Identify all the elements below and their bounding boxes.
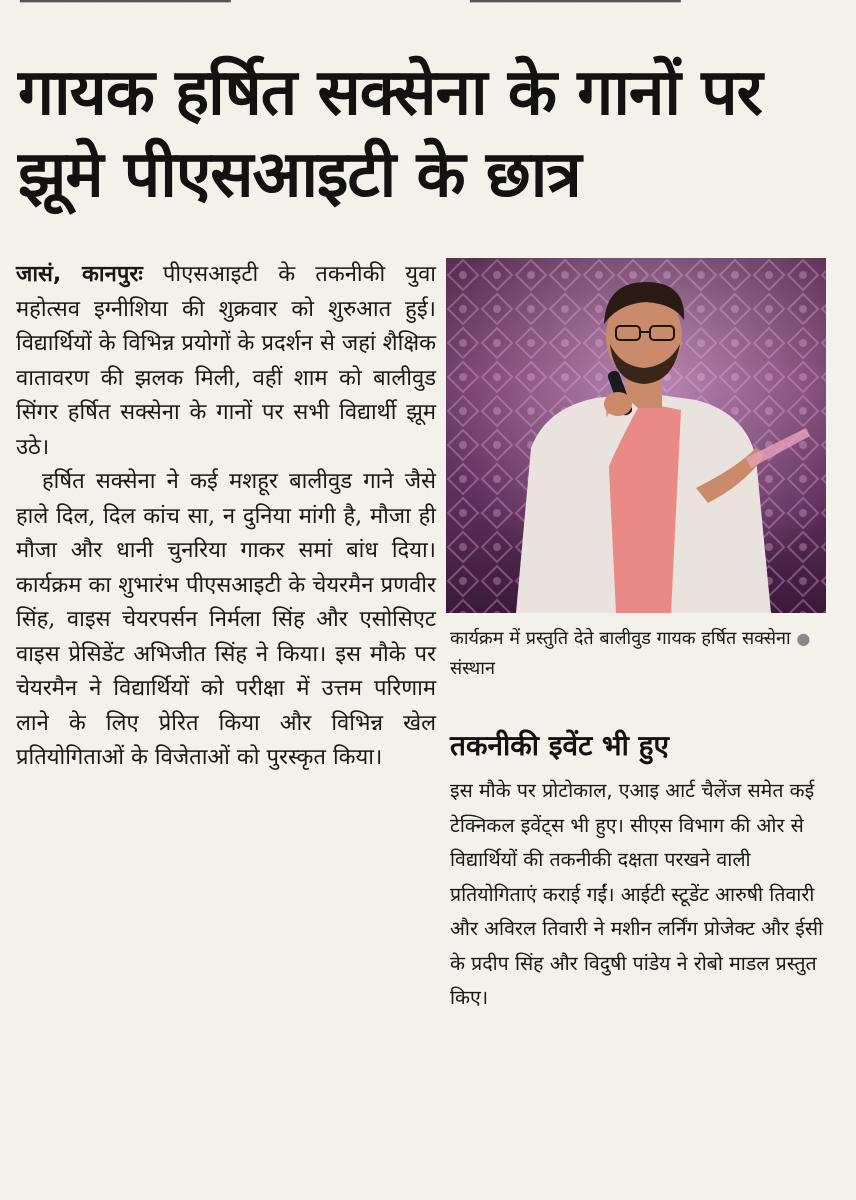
intro-text: पीएसआइटी के तकनीकी युवा महोत्सव इग्नीशिया की शुक्रवार को शुरुआत हुई। विद्यार्थियों के विभिन्न प्रयोगों के प्रदर्शन से जहां शैक्षिक वातावरण की झलक मिली, वहीं शाम को बालीवुड सिंगर हर्षित सक्सेना के गानों पर सभी विद्यार्थी झूम उठे।: [16, 262, 437, 460]
photo-credit: संस्थान: [450, 658, 495, 679]
caption-text: कार्यक्रम में प्रस्तुति देते बालीवुड गायक हर्षित सक्सेना: [450, 628, 791, 649]
previous-article-edge: [0, 0, 856, 12]
right-column: [450, 774, 830, 1016]
headline: गायक हर्षित सक्सेना के गानों पर झूमे पीएसआइटी के छात्र: [18, 56, 762, 212]
subheading: तकनीकी इवेंट भी हुए: [450, 729, 669, 762]
bullet-icon: ●: [796, 629, 811, 648]
clipped-text-decoration: ━━━━━━━━━━━━━━━━━━━━━━━━━: [20, 0, 231, 10]
singer-photo: [446, 258, 826, 613]
paragraph-tech-events: इस मौके पर प्रोटोकाल, एआइ आर्ट चैलेंज समेत कई टेक्निकल इवेंट्स भी हुए। सीएस विभाग की ओर से विद्यार्थियों की तकनीकी दक्षता परखने वाली प्रतियोगिताएं कराई गईं। आईटी स्टूडेंट आरुषी तिवारी और अविरल तिवारी ने मशीन लर्निंग प्रोजेक्ट और ईसी के प्रदीप सिंह और विदुषी पांडेय ने रोबो माडल प्रस्तुत किए।: [450, 779, 824, 1009]
photo-caption: [450, 624, 830, 684]
paragraph-intro: [16, 258, 436, 465]
dateline: जासं, कानपुरः: [16, 262, 143, 287]
singer-illustration: [446, 258, 826, 613]
clipped-text-decoration-right: ━━━━━━━━━━━━━━━━━━━━━━━━━: [470, 0, 681, 10]
left-column: [16, 258, 436, 776]
paragraph-concert: हर्षित सक्सेना ने कई मशहूर बालीवुड गाने जैसे हाले दिल, दिल कांच सा, न दुनिया मांगी है, मौजा ही मौजा और धानी चुनरिया गाकर समां बांध दिया। कार्यक्रम का शुभारंभ पीएसआइटी के चेयरमैन प्रणवीर सिंह, वाइस चेयरपर्सन निर्मला सिंह और एसोसिएट वाइस प्रेसिडेंट अभिजीत सिंह ने किया। इस मौके पर चेयरमैन ने विद्यार्थियों को परीक्षा में उत्तम परिणाम लाने के लिए प्रेरित किया और विभिन्न खेल प्रतियोगिताओं के विजेताओं को पुरस्कृत किया।: [16, 469, 436, 770]
